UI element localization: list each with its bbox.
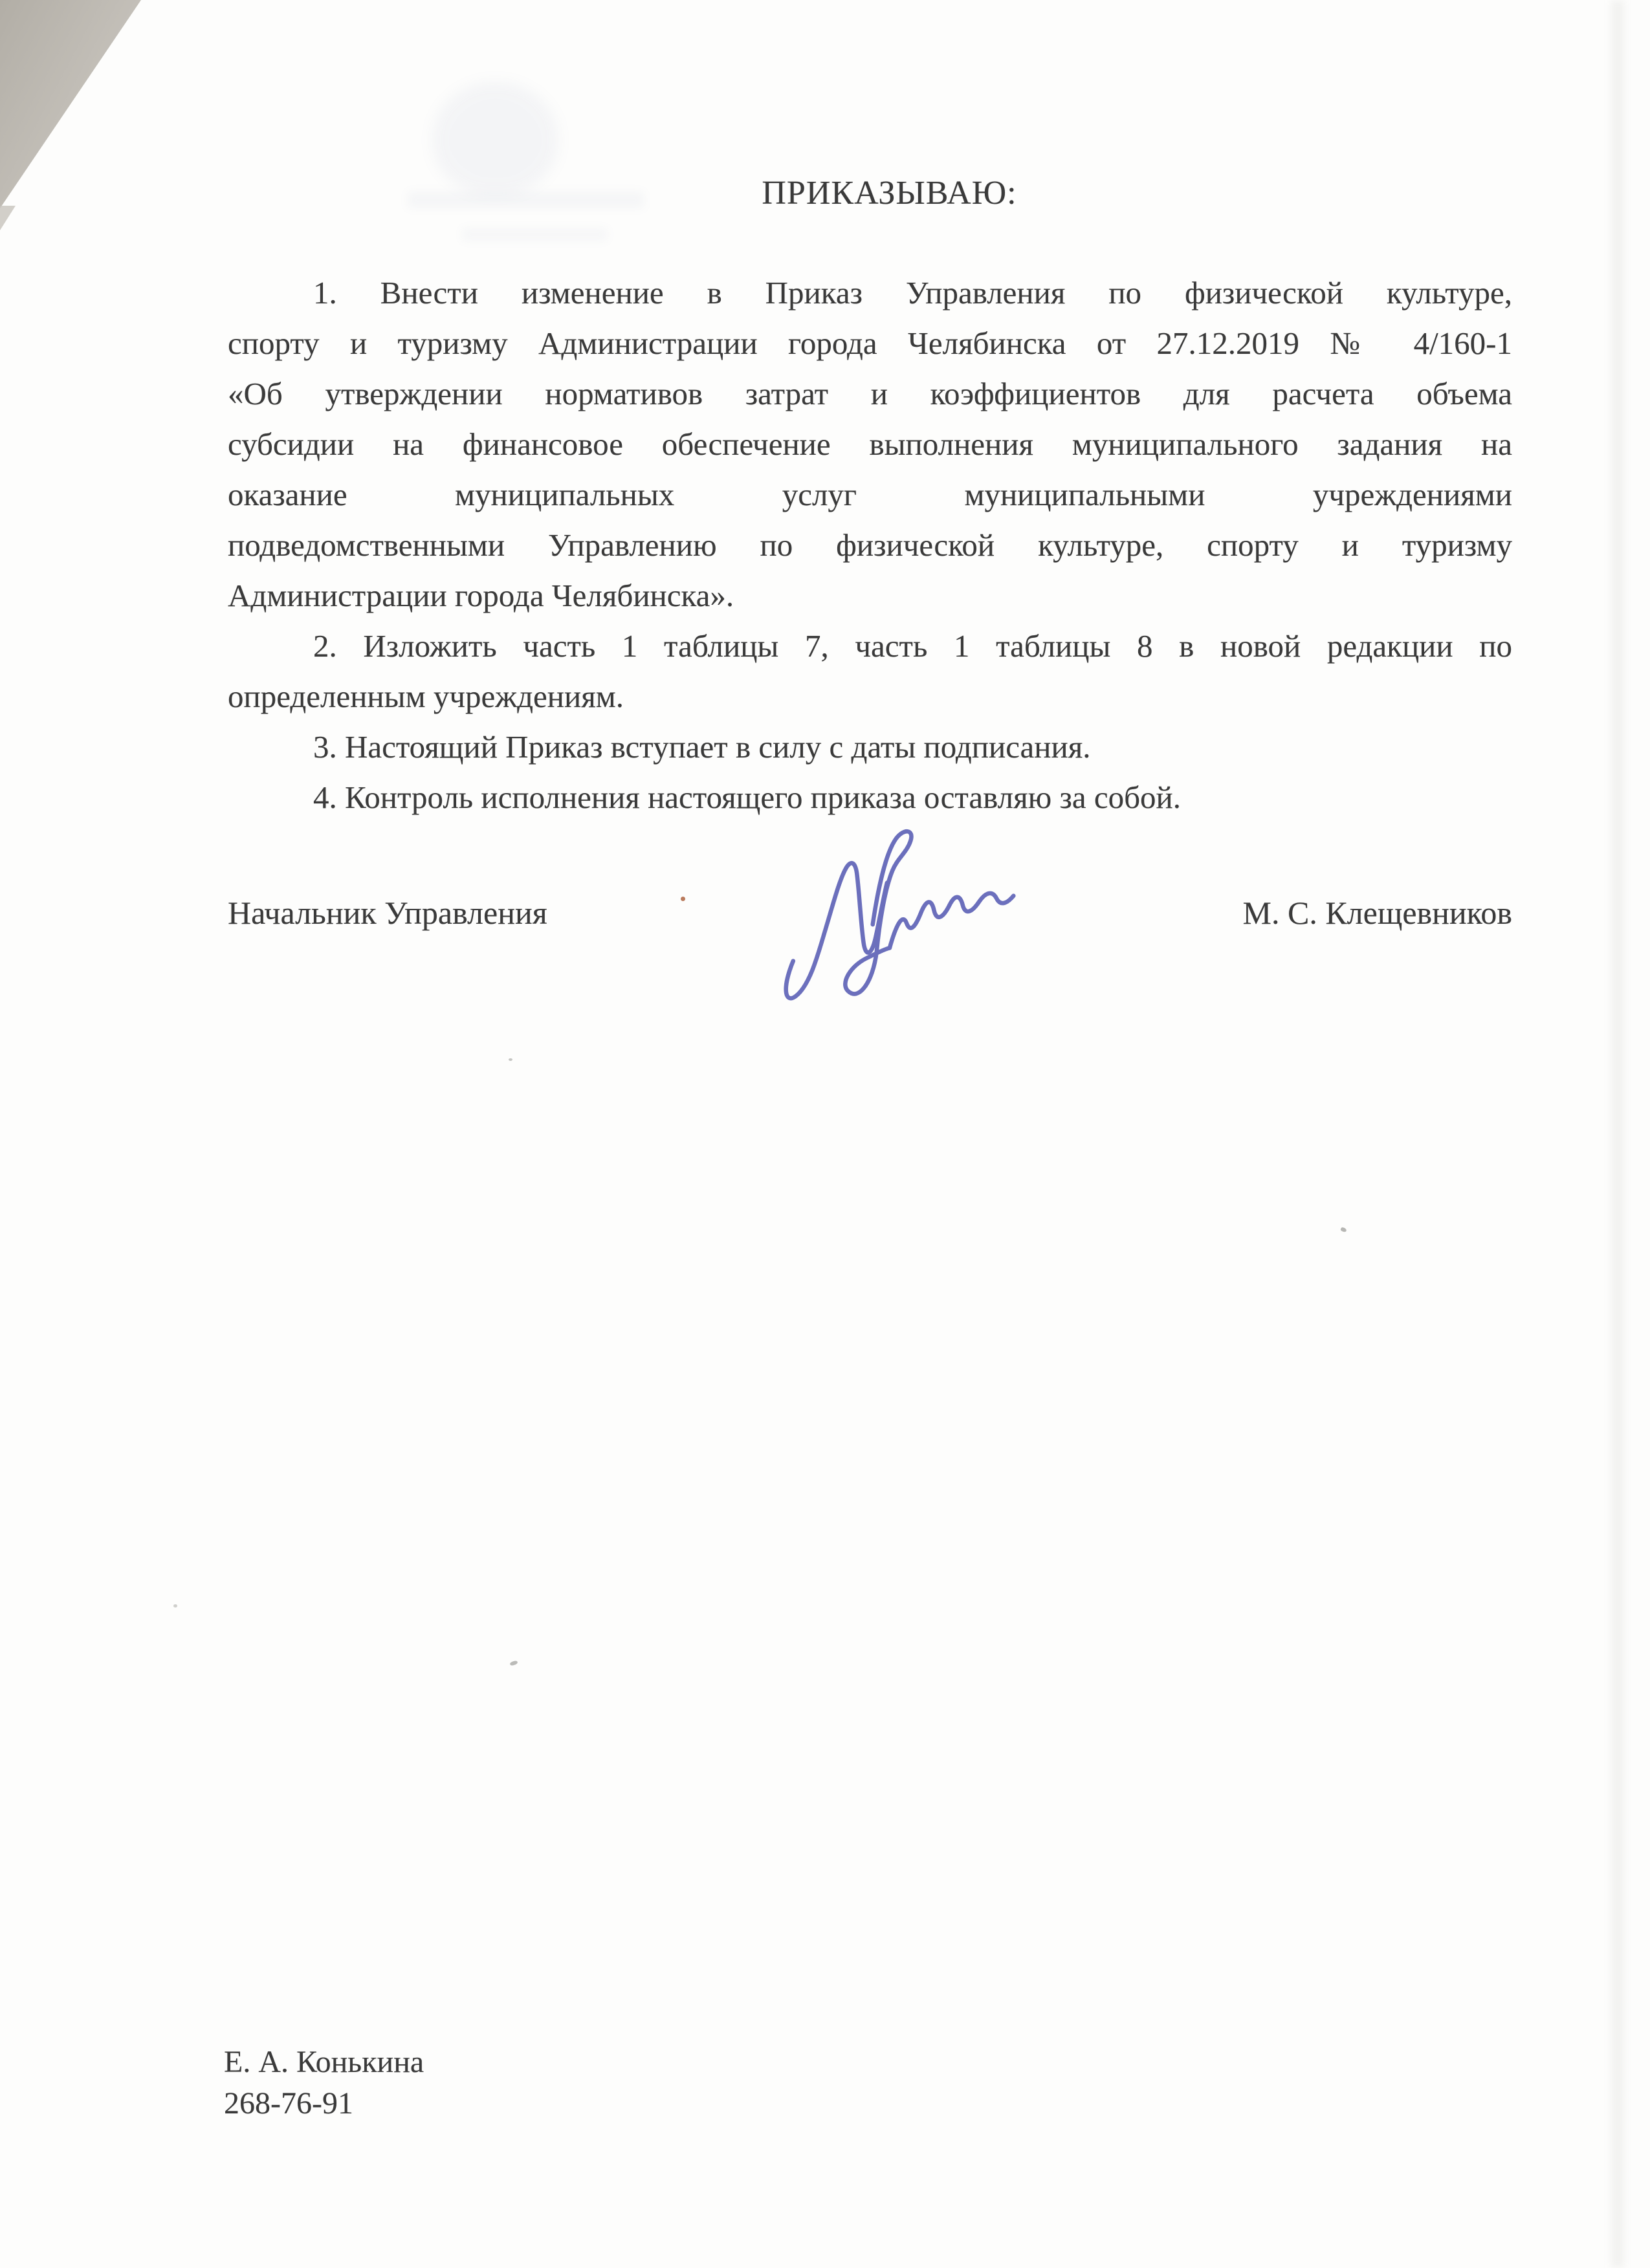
signature-position-label: Начальник Управления [228,895,547,931]
body-line: Администрации города Челябинска». [228,578,734,613]
signatory-name: М. С. Клещевников [1242,895,1512,931]
body-line: «Об утверждении нормативов затрат и коэффициентов для расчета объема [228,376,1512,411]
body-line: подведомственными Управлению по физической культуре, спорту и туризму [228,527,1512,563]
order-heading: ПРИКАЗЫВАЮ: [762,175,1017,212]
body-line: 4. Контроль исполнения настоящего приказа оставляю за собой. [313,780,1181,815]
body-line: оказание муниципальных услуг муниципальными учреждениями [228,477,1512,512]
body-line: 1. Внести изменение в Приказ Управления по физической культуре, [313,275,1512,311]
scan-edge-shadow [1611,0,1624,2268]
order-body [228,268,1512,823]
scan-speck [509,1058,512,1061]
footer-contact-block [224,2042,424,2124]
page-corner-fold [0,0,141,208]
scan-speck [173,1604,177,1608]
handwritten-signature [772,827,1026,1003]
footer-phone: 268-76-91 [224,2086,353,2121]
scan-speck [1340,1227,1347,1232]
body-line: субсидии на финансовое обеспечение выполнения муниципального задания на [228,426,1512,462]
body-line: 2. Изложить часть 1 таблицы 7, часть 1 таблицы 8 в новой редакции по [313,628,1512,664]
body-line: определенным учреждениям. [228,679,624,714]
page-corner-fold-edge [0,206,16,230]
footer-contact-name: Е. А. Конькина [224,2045,424,2079]
body-line: спорту и туризму Администрации города Челябинска от 27.12.2019 № 4/160-1 [228,325,1512,361]
scan-speck [509,1660,518,1666]
body-line: 3. Настоящий Приказ вступает в силу с даты подписания. [313,729,1091,765]
showthrough-text-line [462,228,608,241]
